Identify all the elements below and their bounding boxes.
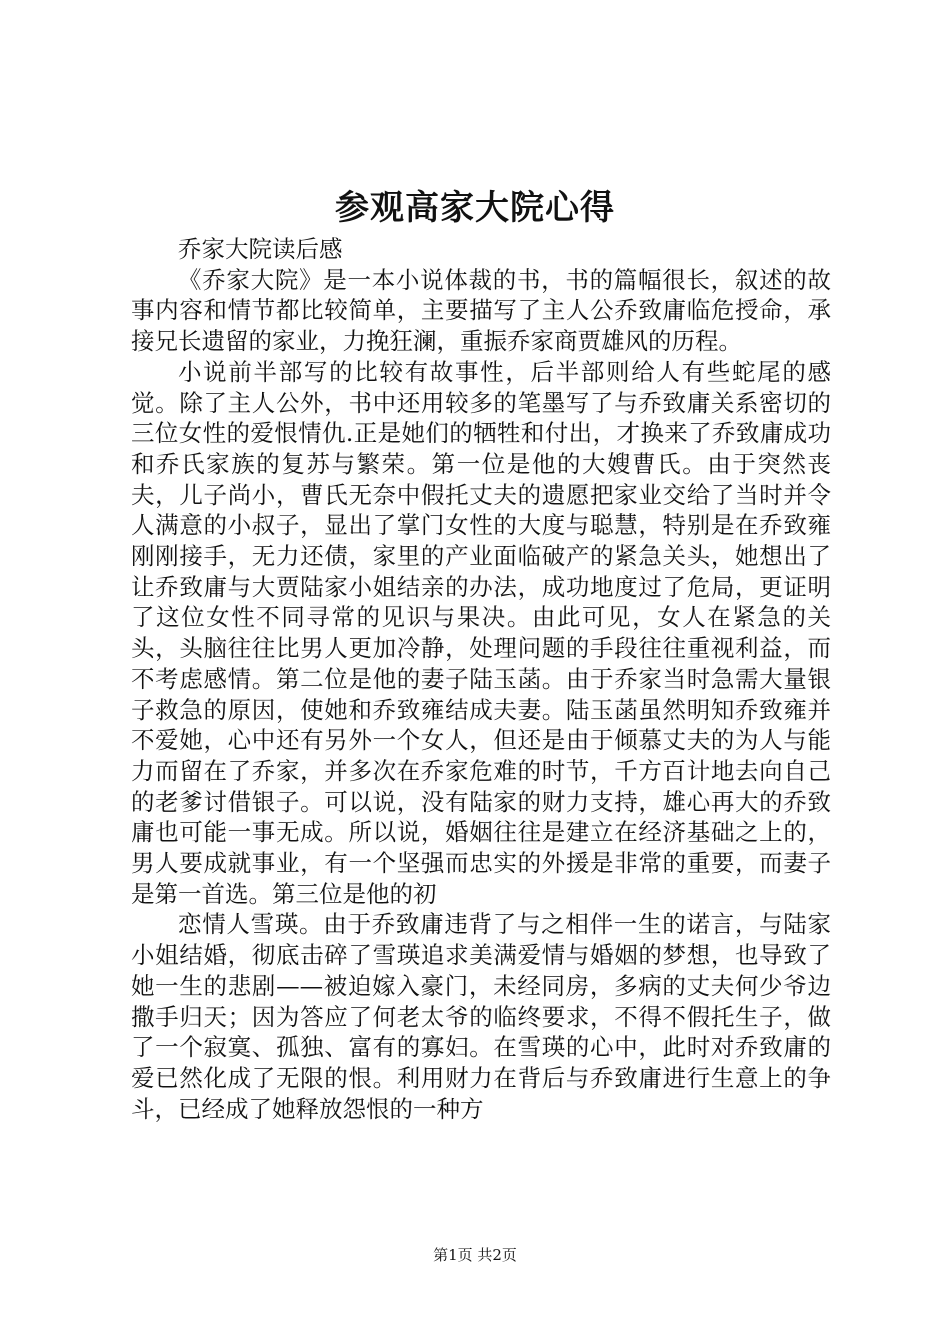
document-title: 参观高家大院心得 [335, 188, 615, 228]
document-body [131, 234, 831, 1124]
paragraph-heading: 乔家大院读后感 [178, 235, 343, 263]
page-footer: 第1页 共2页 [433, 1246, 517, 1264]
paragraph: 恋情人雪瑛。由于乔致庸违背了与之相伴一生的诺言，与陆家小姐结婚，彻底击碎了雪瑛追求美满爱情与婚姻的梦想，也导致了她一生的悲剧——被迫嫁入豪门，未经同房，多病的丈夫何少爷边撒手归天；因为答应了何老太爷的临终要求，不得不假托生子，做了一个寂寞、孤独、富有的寡妇。在雪瑛的心中，此时对乔致庸的爱已然化成了无限的恨。利用财力在背后与乔致庸进行生意上的争斗，已经成了她释放怨恨的一种方 [131, 910, 831, 1123]
paragraph: 《乔家大院》是一本小说体裁的书，书的篇幅很长，叙述的故事内容和情节都比较简单，主要描写了主人公乔致庸临危授命，承接兄长遗留的家业，力挽狂澜，重振乔家商贾雄风的历程。 [131, 265, 831, 356]
paragraph: 小说前半部写的比较有故事性，后半部则给人有些蛇尾的感觉。除了主人公外，书中还用较多的笔墨写了与乔致庸关系密切的三位女性的爱恨情仇.正是她们的牺牲和付出，才换来了乔致庸成功和乔氏家族的复苏与繁荣。第一位是他的大嫂曹氏。由于突然丧夫，儿子尚小，曹氏无奈中假托丈夫的遗愿把家业交给了当时并令人满意的小叔子，显出了掌门女性的大度与聪慧，特别是在乔致雍刚刚接手，无力还债，家里的产业面临破产的紧急关头，她想出了让乔致庸与大贾陆家小姐结亲的办法，成功地度过了危局，更证明了这位女性不同寻常的见识与果决。由此可见，女人在紧急的关头，头脑往往比男人更加冷静，处理问题的手段往往重视利益，而不考虑感情。第二位是他的妻子陆玉菡。由于乔家当时急需大量银子救急的原因，使她和乔致雍结成夫妻。陆玉菡虽然明知乔致雍并不爱她，心中还有另外一个女人，但还是由于倾慕丈夫的为人与能力而留在了乔家，并多次在乔家危难的时节，千方百计地去向自己的老爹讨借银子。可以说，没有陆家的财力支持，雄心再大的乔致庸也可能一事无成。所以说，婚姻往往是建立在经济基础之上的，男人要成就事业，有一个坚强而忠实的外援是非常的重要，而妻子是第一首选。第三位是他的初 [131, 357, 831, 908]
